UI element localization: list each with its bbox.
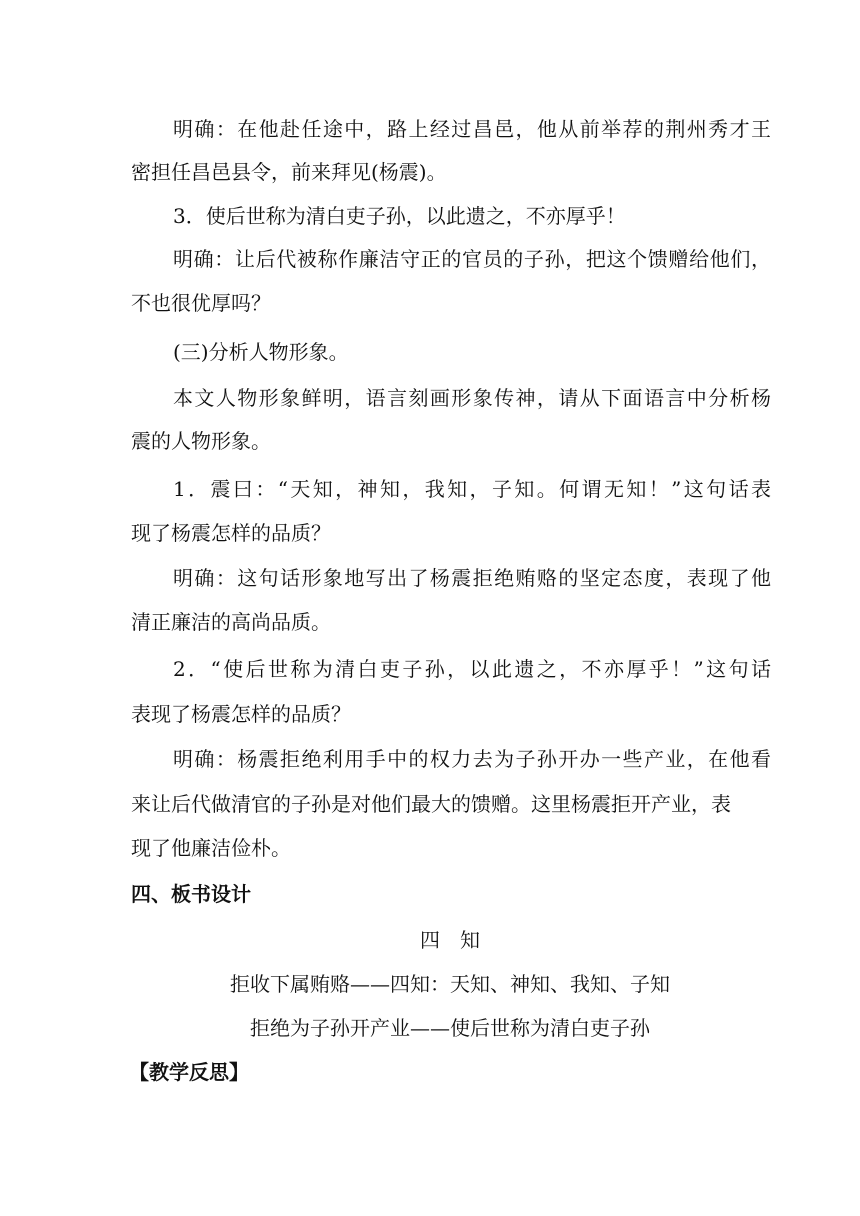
answer-line: 密担任昌邑县令，前来拜见(杨震)。 (131, 160, 447, 184)
subsection-heading: (三)分析人物形象。 (173, 340, 349, 364)
paragraph-line: 本文人物形象鲜明，语言刻画形象传神，请从下面语言中分析杨 (173, 386, 771, 410)
section-heading: 四、板书设计 (131, 882, 251, 906)
answer-line: 明确：让后代被称作廉洁守正的官员的子孙，把这个馈赠给他们， (173, 247, 771, 271)
answer-line: 明确：在他赴任途中，路上经过昌邑，他从前举荐的荆州秀才王 (173, 117, 771, 141)
board-row: 拒收下属贿赂——四知：天知、神知、我知、子知 (230, 972, 670, 996)
question-line: 3．使后世称为清白吏子孙，以此遗之，不亦厚乎！ (173, 204, 626, 228)
board-title: 四 知 (420, 928, 480, 952)
question-line: 表现了杨震怎样的品质？ (131, 702, 351, 726)
reflection-heading: 【教学反思】 (129, 1060, 249, 1084)
answer-line: 不也很优厚吗？ (131, 291, 271, 315)
answer-line: 明确：这句话形象地写出了杨震拒绝贿赂的坚定态度，表现了他 (173, 566, 771, 590)
question-line: 1．震曰：“天知，神知，我知，子知。何谓无知！”这句话表 (173, 477, 771, 501)
answer-line: 明确：杨震拒绝利用手中的权力去为子孙开办一些产业，在他看 (173, 747, 771, 771)
answer-line: 现了他廉洁俭朴。 (131, 836, 291, 860)
board-row: 拒绝为子孙开产业——使后世称为清白吏子孙 (250, 1016, 650, 1040)
question-line: 2．“使后世称为清白吏子孙，以此遗之，不亦厚乎！”这句话 (173, 657, 771, 681)
paragraph-line: 震的人物形象。 (131, 429, 271, 453)
answer-line: 来让后代做清官的子孙是对他们最大的馈赠。这里杨震拒开产业，表 (131, 792, 731, 816)
question-line: 现了杨震怎样的品质？ (131, 521, 331, 545)
answer-line: 清正廉洁的高尚品质。 (131, 610, 331, 634)
